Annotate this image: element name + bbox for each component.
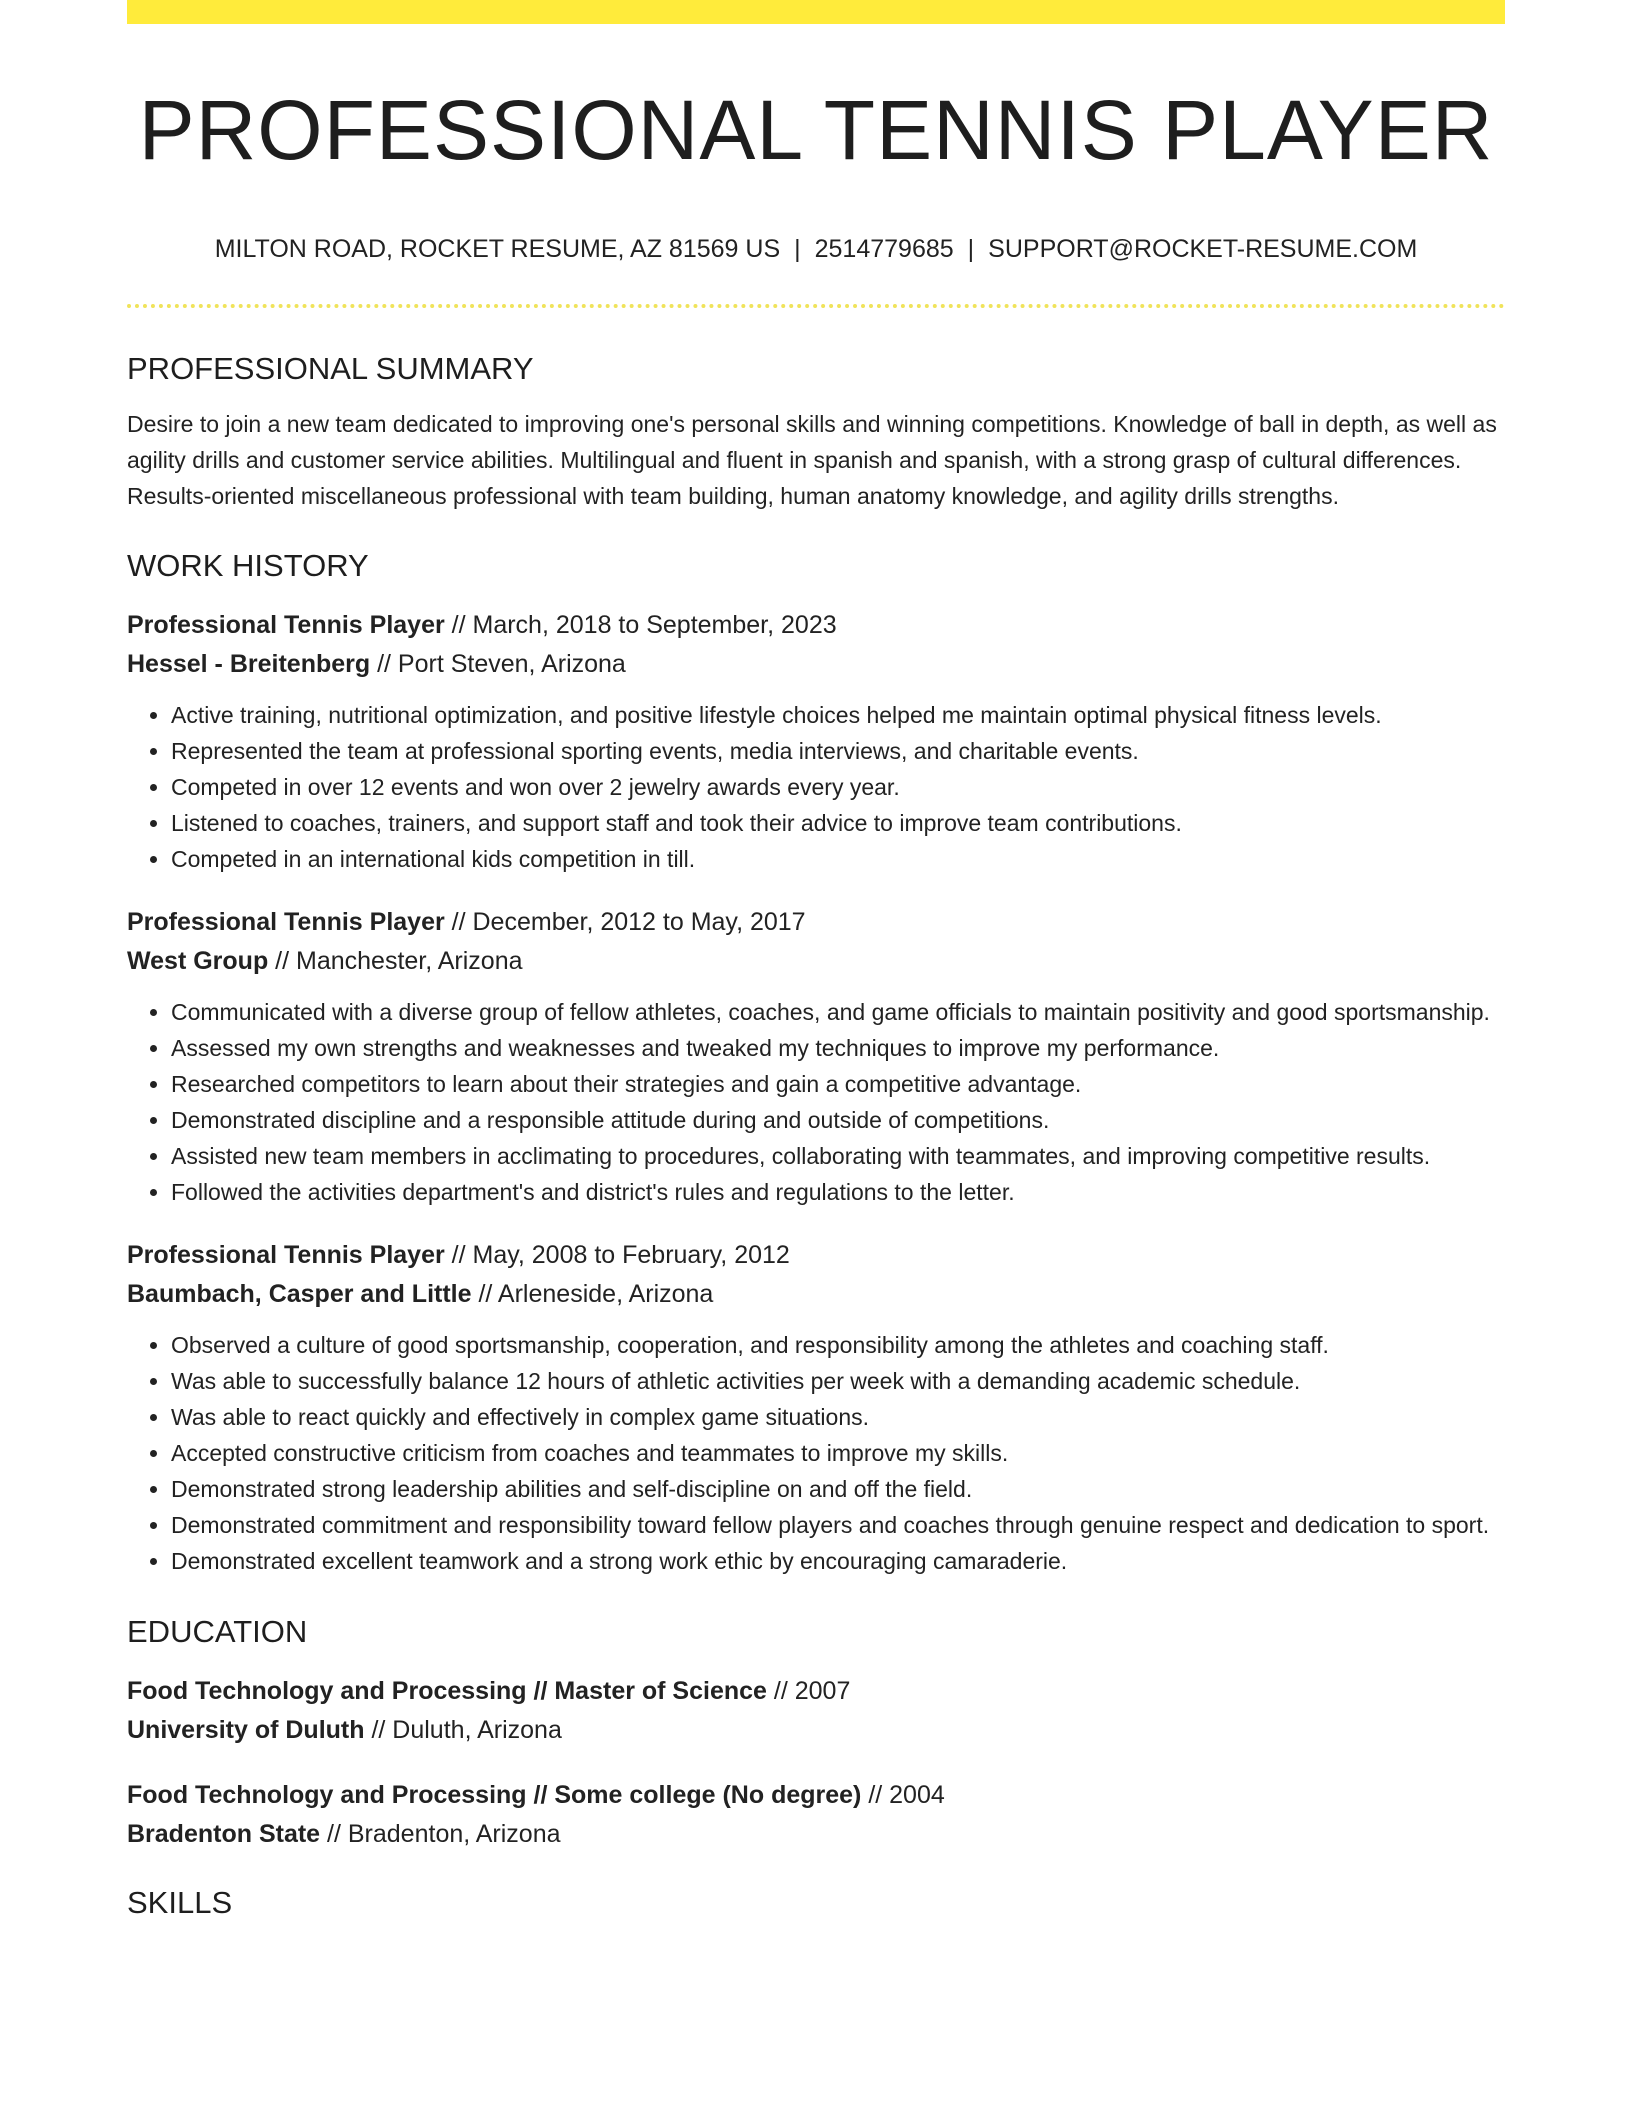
job-bullet: • Researched competitors to learn about their strategies and gain a competitive advantage.: [171, 1066, 1505, 1102]
job-company: Baumbach, Casper and Little: [127, 1279, 472, 1308]
job-bullet: • Represented the team at professional sporting events, media interviews, and charitable events.: [171, 733, 1505, 769]
education-degree-line: [127, 1672, 1505, 1711]
accent-bar: [127, 0, 1505, 24]
job-company: West Group: [127, 946, 269, 975]
education-degree: Food Technology and Processing // Master of Science: [127, 1676, 767, 1705]
contact-email: SUPPORT@ROCKET-RESUME.COM: [988, 235, 1418, 264]
job-bullet: • Listened to coaches, trainers, and support staff and took their advice to improve team contributions.: [171, 805, 1505, 841]
education-school-line: [127, 1815, 1505, 1854]
job-bullet-list: [127, 1327, 1505, 1579]
job-bullet: • Followed the activities department's and district's rules and regulations to the letter.: [171, 1174, 1505, 1210]
job-location: // Port Steven, Arizona: [370, 649, 626, 678]
job-title-line: [127, 1236, 1505, 1275]
job-bullet: • Demonstrated commitment and responsibility toward fellow players and coaches through genuine respect and dedication to sport.: [171, 1507, 1505, 1543]
education-list: [127, 1672, 1505, 1854]
job-bullet: • Assessed my own strengths and weaknesses and tweaked my techniques to improve my performance.: [171, 1030, 1505, 1066]
education-school: University of Duluth: [127, 1715, 365, 1744]
job-bullet: • Demonstrated strong leadership abilities and self-discipline on and off the field.: [171, 1471, 1505, 1507]
job-role: Professional Tennis Player: [127, 610, 445, 639]
education-heading: EDUCATION: [127, 1613, 308, 1649]
job-dates: // March, 2018 to September, 2023: [444, 610, 837, 639]
education-school-line: [127, 1711, 1505, 1750]
work-history-heading: WORK HISTORY: [127, 547, 369, 583]
job-company: Hessel - Breitenberg: [127, 649, 371, 678]
job-role: Professional Tennis Player: [127, 907, 445, 936]
education-year: // 2004: [861, 1780, 945, 1809]
job-bullet: • Was able to react quickly and effectively in complex game situations.: [171, 1399, 1505, 1435]
job-entry: [127, 1236, 1505, 1579]
job-dates: // December, 2012 to May, 2017: [444, 907, 806, 936]
dotted-divider: [127, 304, 1505, 308]
education-year: // 2007: [766, 1676, 851, 1705]
job-location: // Arleneside, Arizona: [471, 1279, 714, 1308]
job-bullet: • Demonstrated excellent teamwork and a strong work ethic by encouraging camaraderie.: [171, 1543, 1505, 1579]
job-dates: // May, 2008 to February, 2012: [444, 1240, 790, 1269]
job-title-line: [127, 606, 1505, 645]
job-bullet: • Demonstrated discipline and a responsible attitude during and outside of competitions.: [171, 1102, 1505, 1138]
job-role: Professional Tennis Player: [127, 1240, 445, 1269]
job-entry: [127, 606, 1505, 877]
job-bullet-list: [127, 697, 1505, 877]
job-title-line: [127, 903, 1505, 942]
education-degree-line: [127, 1776, 1505, 1815]
job-location: // Manchester, Arizona: [268, 946, 523, 975]
job-bullet: • Communicated with a diverse group of fellow athletes, coaches, and game officials to maintain positivity and good sportsmanship.: [171, 994, 1505, 1030]
contact-separator: |: [967, 235, 975, 264]
job-bullet: • Accepted constructive criticism from coaches and teammates to improve my skills.: [171, 1435, 1505, 1471]
contact-phone: 2514779685: [814, 235, 954, 264]
job-entry: [127, 903, 1505, 1210]
job-bullet: • Competed in over 12 events and won over 2 jewelry awards every year.: [171, 769, 1505, 805]
summary-text: Desire to join a new team dedicated to improving one's personal skills and winning competitions. Knowledge of ball in depth, as well as agility drills and customer service abilities. Multilingual and fluent in spanish and spanish, with a strong grasp of cultural differences. Results-oriented miscellaneous professional with team building, human anatomy knowledge, and agility drills strengths.: [127, 410, 1497, 509]
job-bullet: • Was able to successfully balance 12 hours of athletic activities per week with a demanding academic schedule.: [171, 1363, 1505, 1399]
education-entry: [127, 1672, 1505, 1750]
resume-page: [127, 0, 1505, 1921]
education-entry: [127, 1776, 1505, 1854]
education-location: // Duluth, Arizona: [364, 1715, 562, 1744]
education-degree: Food Technology and Processing // Some college (No degree): [127, 1780, 862, 1809]
job-company-line: [127, 942, 1505, 981]
work-history-list: [127, 606, 1505, 1579]
contact-address: MILTON ROAD, ROCKET RESUME, AZ 81569 US: [214, 235, 781, 264]
job-bullet: • Active training, nutritional optimization, and positive lifestyle choices helped me maintain optimal physical fitness levels.: [171, 697, 1505, 733]
education-location: // Bradenton, Arizona: [320, 1819, 561, 1848]
job-bullet: • Competed in an international kids competition in till.: [171, 841, 1505, 877]
job-bullet-list: [127, 994, 1505, 1210]
contact-line: [127, 234, 1505, 264]
job-company-line: [127, 1275, 1505, 1314]
job-bullet: • Assisted new team members in acclimating to procedures, collaborating with teammates, and improving competitive results.: [171, 1138, 1505, 1174]
job-company-line: [127, 645, 1505, 684]
summary-heading: PROFESSIONAL SUMMARY: [127, 351, 534, 387]
contact-separator: |: [794, 235, 801, 264]
resume-name: PROFESSIONAL TENNIS PLAYER: [138, 83, 1494, 177]
job-bullet: • Observed a culture of good sportsmanship, cooperation, and responsibility among the athletes and coaching staff.: [171, 1327, 1505, 1363]
skills-heading: SKILLS: [127, 1884, 233, 1920]
education-school: Bradenton State: [127, 1819, 321, 1848]
